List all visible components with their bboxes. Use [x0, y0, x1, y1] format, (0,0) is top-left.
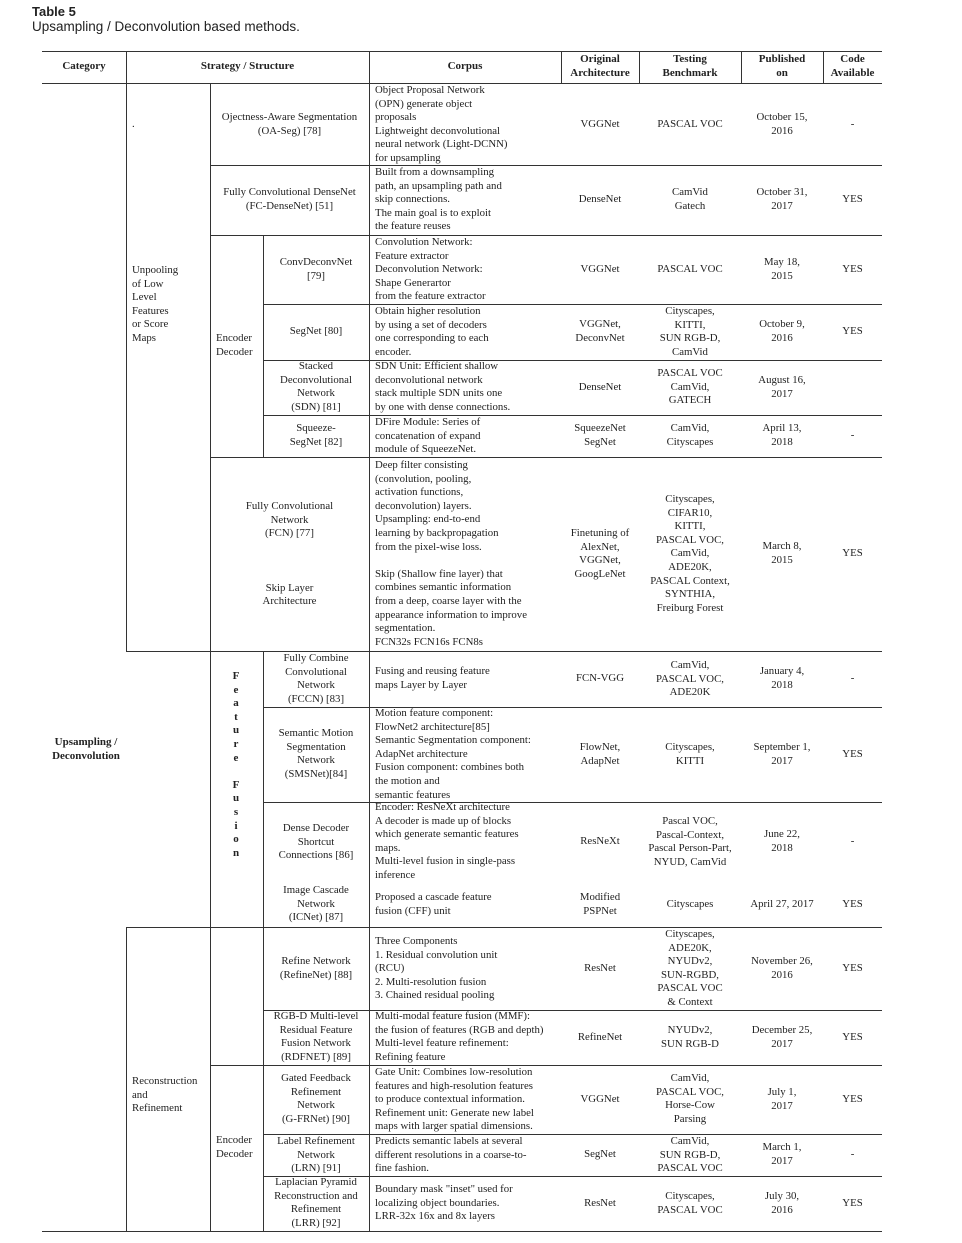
row-rule — [263, 415, 882, 416]
row-rule — [210, 457, 882, 458]
method-name: Ojectness-Aware Segmentation (OA-Seg) [78] — [221, 111, 358, 137]
row-rule — [263, 304, 882, 305]
method-corpus: Built from a downsampling path, an upsampling path and skip connections. The main goal is to exploit the feature reuses — [375, 166, 502, 233]
method-code: - — [850, 429, 855, 441]
table-number: Table 5 — [32, 4, 76, 19]
group-reconstruction: Reconstruction and Refinement — [132, 1075, 198, 1115]
method-architecture: ResNeXt — [580, 835, 620, 847]
method-benchmark: PASCAL VOC CamVid, GATECH — [657, 367, 723, 407]
row-rule — [210, 1065, 263, 1066]
method-published: November 26, 2016 — [751, 955, 813, 981]
table-bottom-rule — [42, 1231, 882, 1232]
method-architecture: FCN-VGG — [576, 672, 624, 684]
row-rule — [263, 1065, 882, 1066]
method-name: Refine Network (RefineNet) [88] — [279, 955, 353, 981]
method-architecture: RefineNet — [577, 1031, 623, 1043]
method-name: Semantic Motion Segmentation Network (SMSNet)[84] — [278, 727, 354, 780]
method-published: March 8, 2015 — [762, 540, 802, 566]
col-divider — [369, 84, 370, 1231]
method-corpus: Convolution Network: Feature extractor Deconvolution Network: Shape Generartor from the feature extractor — [375, 236, 486, 303]
method-architecture: FlowNet, AdapNet — [579, 741, 621, 767]
method-published: June 22, 2018 — [764, 828, 800, 854]
method-code: - — [850, 672, 855, 684]
header-top-rule — [42, 51, 882, 52]
method-name: Laplacian Pyramid Reconstruction and Refinement (LRR) [92] — [274, 1176, 358, 1229]
col-divider — [210, 84, 211, 1231]
method-benchmark: CamVid, Cityscapes — [666, 422, 714, 448]
method-architecture: DenseNet — [578, 381, 622, 393]
method-code: YES — [842, 898, 863, 910]
method-published: August 16, 2017 — [758, 374, 806, 400]
method-architecture: SqueezeNet SegNet — [574, 422, 626, 448]
method-benchmark: CamVid, PASCAL VOC, Horse-Cow Parsing — [655, 1072, 724, 1125]
method-published: October 31, 2017 — [756, 186, 808, 212]
method-architecture: VGGNet — [580, 1093, 620, 1105]
method-name: Gated Feedback Refinement Network (G-FRNet) [90] — [281, 1072, 351, 1125]
method-code: YES — [842, 1093, 863, 1105]
row-rule — [263, 802, 882, 803]
method-code: YES — [842, 263, 863, 275]
method-benchmark: Pascal VOC, Pascal-Context, Pascal Person-Part, NYUD, CamVid — [648, 815, 732, 868]
method-architecture: DenseNet — [578, 193, 622, 205]
col-divider — [126, 84, 127, 651]
method-architecture: Finetuning of AlexNet, VGGNet, GoogLeNet — [570, 527, 630, 580]
method-published: May 18, 2015 — [764, 256, 800, 282]
method-corpus: Motion feature component: FlowNet2 architecture[85] Semantic Segmentation component: AdapNet architecture Fusion component: combines both the motion and semantic features — [375, 707, 531, 801]
method-published: October 9, 2016 — [759, 318, 805, 344]
group-feature-fusion: F e a t u r e F u s i o n — [232, 670, 240, 859]
method-corpus: Deep filter consisting (convolution, pooling, activation functions, deconvolution) layers. Upsampling: end-to-end learning by backpropagation from the pixel-wise loss. Skip (Shallow fine layer) that combines semantic information from a deep, coarse layer with the appearance information to improve segmentation. FCN32s FCN16s FCN8s — [375, 459, 527, 648]
method-corpus: Multi-modal feature fusion (MMF): the fusion of features (RGB and depth) Multi-level feature refinement: Refining feature — [375, 1010, 544, 1063]
method-corpus: SDN Unit: Efficient shallow deconvolutional network stack multiple SDN units one by one with dense connections. — [375, 360, 511, 413]
row-rule — [126, 927, 882, 928]
header-category: Category — [62, 60, 106, 72]
method-benchmark: CamVid, SUN RGB-D, PASCAL VOC — [657, 1135, 723, 1175]
method-architecture: SegNet — [584, 1148, 616, 1160]
col-divider — [126, 927, 127, 1231]
group-encoder-decoder: Encoder Decoder — [216, 332, 253, 358]
method-corpus: DFire Module: Series of concatenation of expand module of SqueezeNet. — [375, 416, 481, 456]
group-unpooling: Unpooling of Low Level Features or Score Maps — [132, 264, 179, 344]
header-strategy: Strategy / Structure — [200, 60, 295, 72]
method-code: YES — [842, 748, 863, 760]
method-code: YES — [842, 325, 863, 337]
group-encoder-decoder-2: Encoder Decoder — [216, 1134, 253, 1160]
method-architecture: VGGNet, DeconvNet — [575, 318, 625, 344]
method-corpus: Object Proposal Network (OPN) generate object proposals Lightweight deconvolutional neural network (Light-DCNN) for upsampling — [375, 84, 508, 164]
method-corpus: Predicts semantic labels at several different resolutions in a coarse-to- fine fashion. — [375, 1135, 527, 1175]
method-architecture: ResNet — [584, 962, 616, 974]
method-code: - — [850, 835, 855, 847]
method-published: April 13, 2018 — [762, 422, 802, 448]
method-benchmark: NYUDv2, SUN RGB-D — [661, 1024, 719, 1050]
method-published: October 15, 2016 — [756, 111, 808, 137]
method-name: Stacked Deconvolutional Network (SDN) [81] — [280, 360, 352, 413]
method-architecture: VGGNet — [580, 118, 620, 130]
method-benchmark: Cityscapes, KITTI, SUN RGB-D, CamVid — [659, 305, 721, 358]
group-dot: . — [132, 118, 135, 130]
method-corpus: Gate Unit: Combines low-resolution features and high-resolution features to produce contextual information. Refinement unit: Generate new label maps with larger spatial dimensions. — [375, 1066, 534, 1133]
method-benchmark: PASCAL VOC — [657, 118, 723, 130]
method-benchmark: CamVid Gatech — [672, 186, 708, 212]
method-code: YES — [842, 1197, 863, 1209]
method-code: YES — [842, 193, 863, 205]
method-name: ConvDeconvNet [79] — [279, 256, 353, 282]
table-title: Upsampling / Deconvolution based methods. — [32, 19, 300, 34]
method-code: YES — [842, 962, 863, 974]
method-published: March 1, 2017 — [762, 1141, 802, 1167]
method-benchmark: CamVid, PASCAL VOC, ADE20K — [655, 659, 724, 699]
method-architecture: Modified PSPNet — [579, 891, 621, 917]
method-corpus: Obtain higher resolution by using a set of decoders one corresponding to each encoder. — [375, 305, 489, 358]
method-benchmark: Cityscapes, KITTI — [665, 741, 715, 767]
method-architecture: ResNet — [584, 1197, 616, 1209]
method-name: Fully Combine Convolutional Network (FCCN) [83] — [283, 652, 349, 705]
category-upsampling: Upsampling / Deconvolution — [52, 736, 120, 762]
method-published: September 1, 2017 — [753, 741, 811, 767]
method-name: RGB-D Multi-level Residual Feature Fusion Network (RDFNET) [89] — [273, 1010, 359, 1063]
method-code: - — [850, 118, 855, 130]
header-published: Published on — [758, 53, 806, 79]
method-name: Fully Convolutional DenseNet (FC-DenseNet) [51] — [223, 186, 356, 212]
method-published: December 25, 2017 — [751, 1024, 813, 1050]
method-benchmark: Cityscapes, CIFAR10, KITTI, PASCAL VOC, CamVid, ADE20K, PASCAL Context, SYNTHIA, Freiburg Forest — [650, 493, 730, 614]
method-published: July 30, 2016 — [764, 1190, 800, 1216]
method-name: Squeeze- SegNet [82] — [289, 422, 343, 448]
method-benchmark: PASCAL VOC — [657, 263, 723, 275]
method-published: January 4, 2018 — [759, 665, 805, 691]
method-benchmark: Cityscapes, PASCAL VOC — [657, 1190, 723, 1216]
row-rule — [126, 651, 210, 652]
method-corpus: Encoder: ResNeXt architecture A decoder is made up of blocks which generate semantic features maps. Multi-level fusion in single-pass inference — [375, 801, 519, 881]
method-code: YES — [842, 547, 863, 559]
method-corpus: Boundary mask "inset" used for localizing object boundaries. LRR-32x 16x and 8x layers — [375, 1183, 513, 1223]
method-published: April 27, 2017 — [750, 898, 814, 910]
method-name: Fully Convolutional Network (FCN) [77] Skip Layer Architecture — [245, 500, 334, 608]
method-corpus: Fusing and reusing feature maps Layer by Layer — [375, 665, 490, 691]
method-name: Label Refinement Network (LRN) [91] — [277, 1135, 355, 1175]
header-benchmark: Testing Benchmark — [662, 53, 718, 79]
method-corpus: Proposed a cascade feature fusion (CFF) unit — [375, 891, 492, 917]
method-code: YES — [842, 1031, 863, 1043]
method-architecture: VGGNet — [580, 263, 620, 275]
method-name: Dense Decoder Shortcut Connections [86] — [278, 822, 354, 862]
method-corpus: Three Components 1. Residual convolution unit (RCU) 2. Multi-resolution fusion 3. Chained residual pooling — [375, 935, 498, 1002]
header-corpus: Corpus — [447, 60, 483, 72]
method-name: Image Cascade Network (ICNet) [87] — [283, 884, 349, 924]
method-benchmark: Cityscapes — [666, 898, 714, 910]
row-rule — [263, 707, 882, 708]
method-name: SegNet [80] — [289, 325, 343, 337]
method-benchmark: Cityscapes, ADE20K, NYUDv2, SUN-RGBD, PASCAL VOC & Context — [657, 928, 723, 1008]
method-code: - — [850, 1148, 855, 1160]
header-architecture: Original Architecture — [570, 53, 630, 79]
header-code: Code Available — [830, 53, 875, 79]
row-rule — [126, 651, 882, 652]
method-published: July 1, 2017 — [767, 1086, 797, 1112]
